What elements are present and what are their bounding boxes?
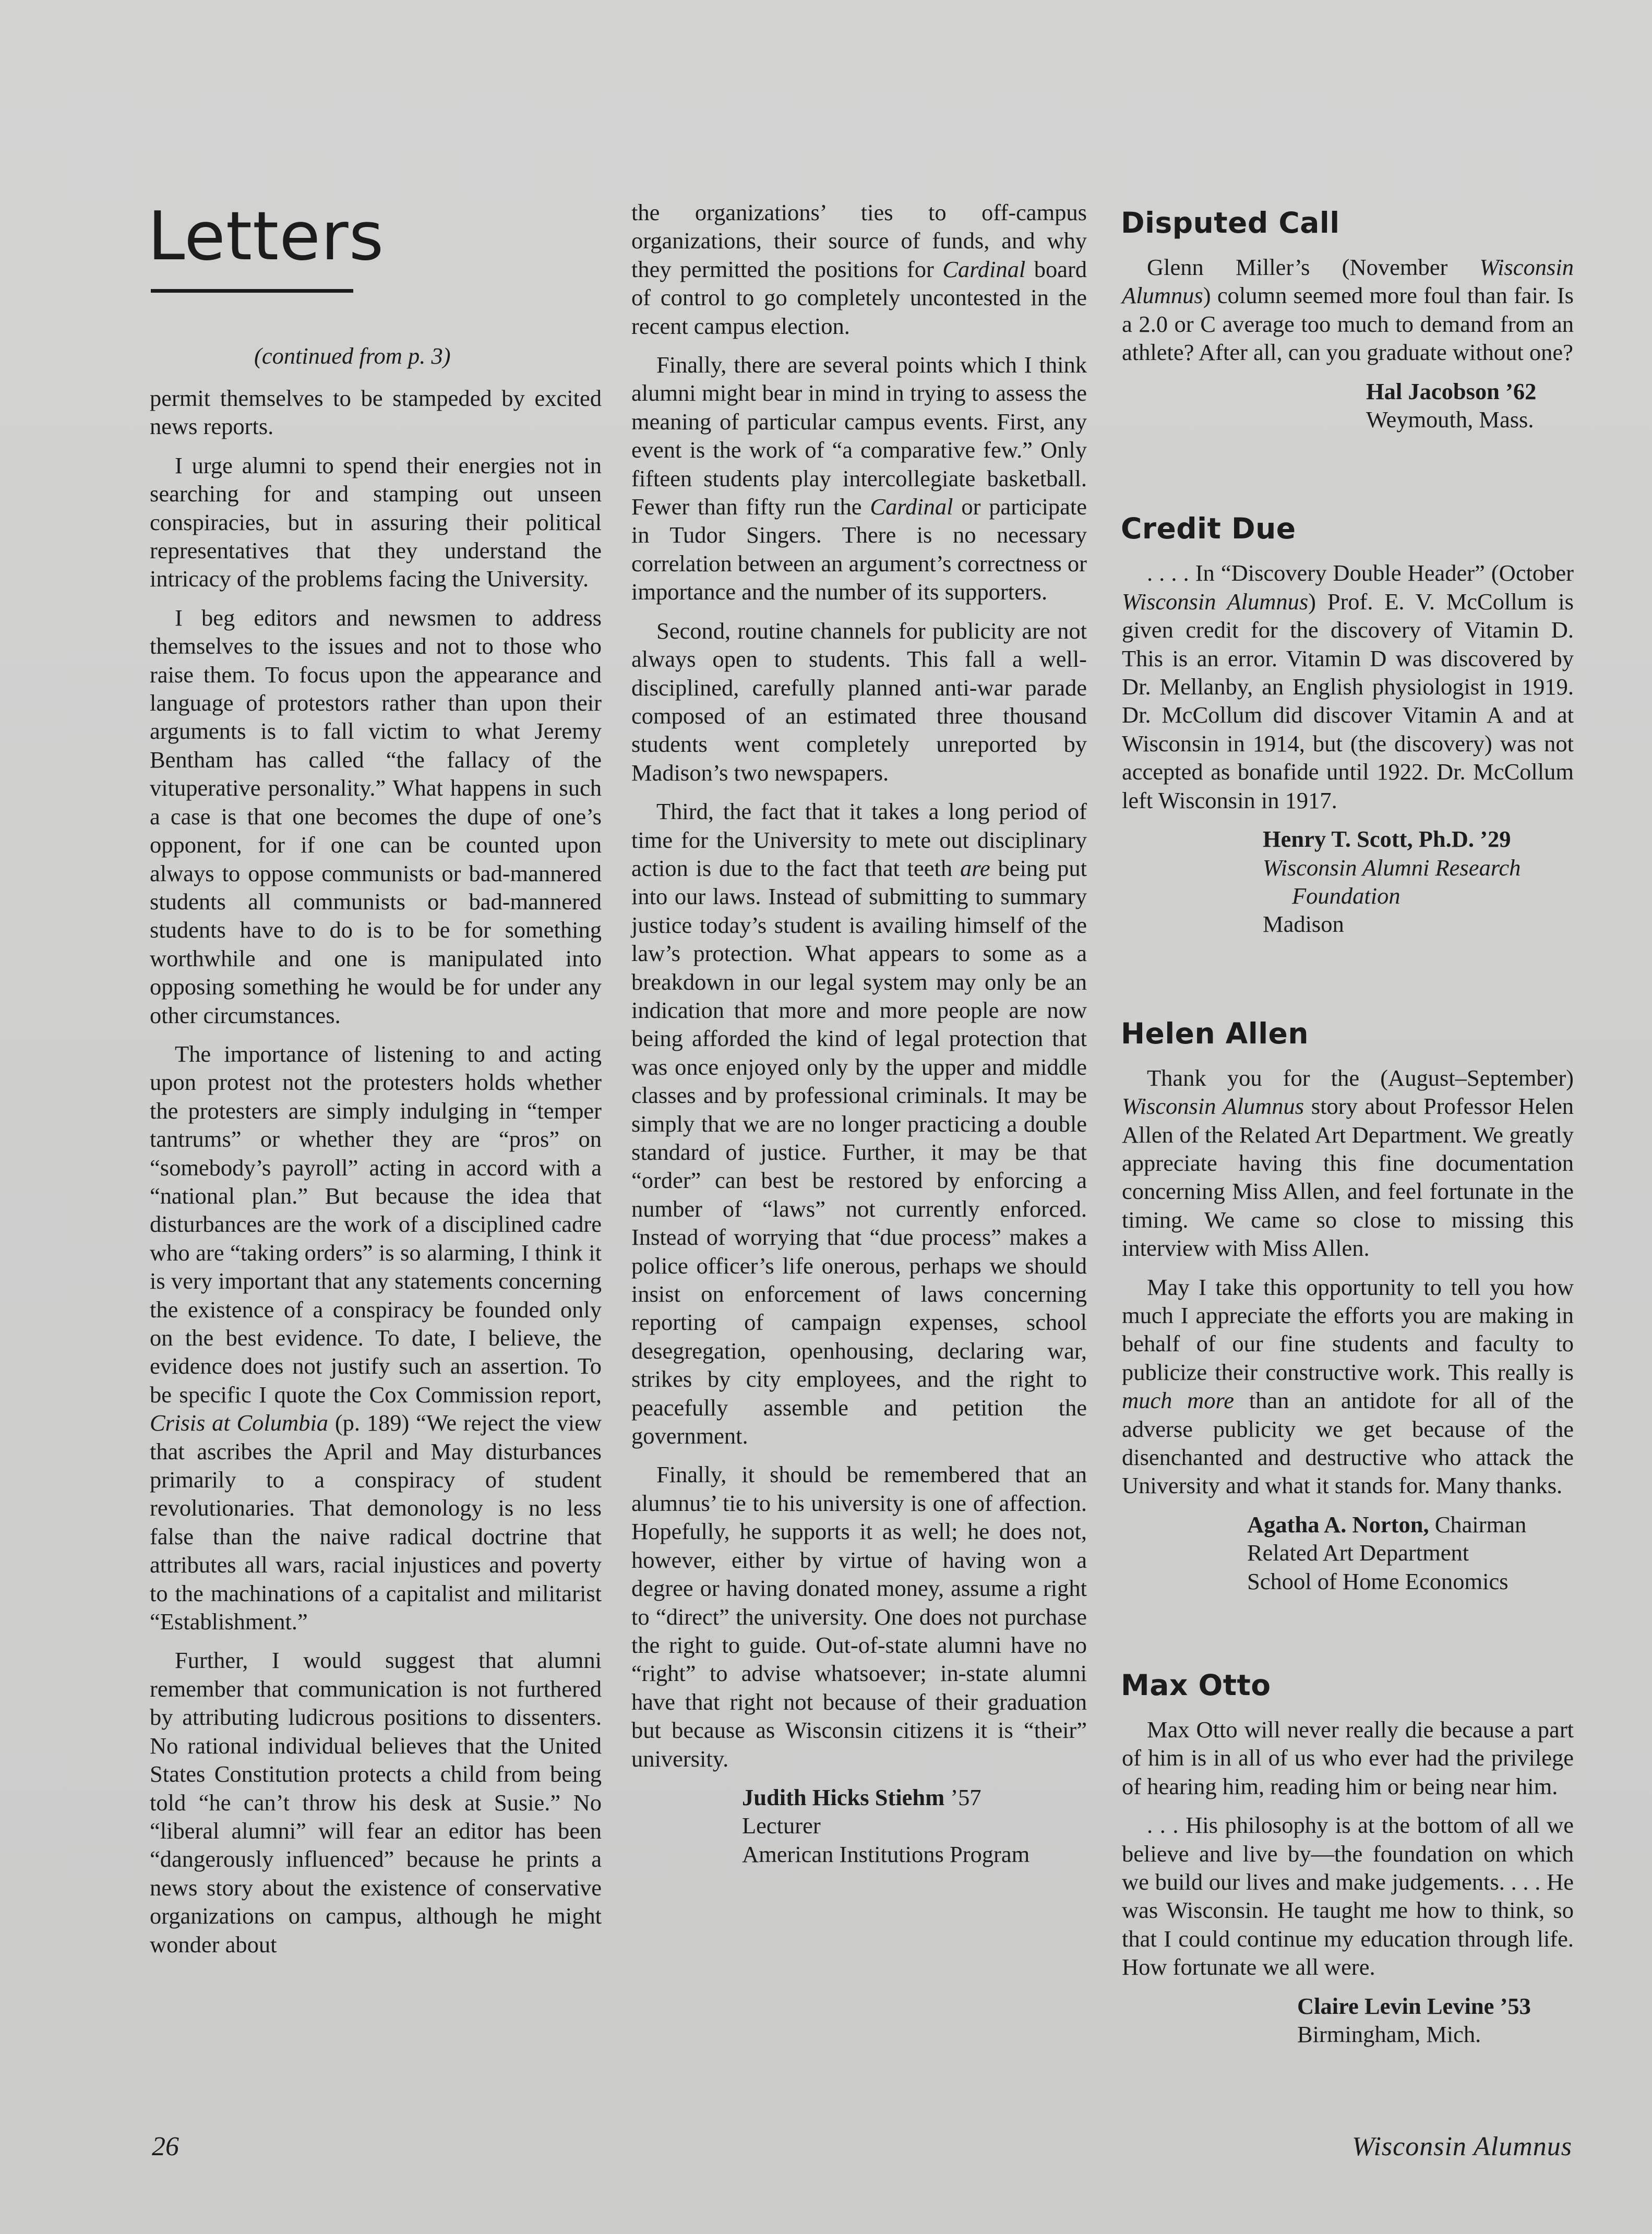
paragraph: I urge alumni to spend their energies not in searching for and stamping out unseen conspiracies, but in assuring their political representatives that they understand the intricacy of the problems facing the University. — [150, 452, 602, 592]
signature-block — [631, 1783, 1087, 1868]
text-run: (p. 189) “We reject the view that ascribes the April and May disturbances primarily to a conspiracy of student revolutionaries. That demonology is no less false than the naive radical doctrine that attributes all wars, racial injustices and poverty to the machinations of a capitalist and militarist “Establishment.” — [150, 1410, 602, 1635]
text-run: story about Professor Helen Allen of the Related Art Department. We greatly appreciate having this fine documentation concerning Miss Allen, and feel fortunate in the timing. We came so close to missing this interview with Miss Allen. — [1122, 1093, 1574, 1262]
text-run: . . . . In “Discovery Double Header” (October — [1147, 560, 1574, 586]
paragraph: Finally, it should be remembered that an alumnus’ tie to his university is one of affection. Hopefully, he supports it as well; he does not, however, either by virtue of having won a degree or having donated money, assume a right to “direct” the university. One does not purchase the right to guide. Out-of-state alumni have no “right” to advise whatsoever; in-state alumni have that right not because of their graduation but because as Wisconsin citizens it is “their” university. — [631, 1461, 1087, 1772]
text-run: ) Prof. E. V. McCollum is given credit for the discovery of Vitamin D. This is an error. Vitamin D was discovered by Dr. Mellanby, an English physiologist in 1919. Dr. McCollum did discover Vitamin A and at Wisconsin in 1914, but (the discovery) was not accepted as bonafide until 1922. Dr. McCollum left Wisconsin in 1917. — [1122, 588, 1574, 813]
text-run: The importance of listening to and acting upon protest not the protesters holds whether the protesters are simply indulging in “temper tantrums” or whether they are “pros” on “somebody’s payroll” acting in accord with a “national plan.” But because the idea that disturbances are the work of a disciplined cadre who are “taking orders” is so alarming, I think it is very important that any statements concerning the existence of a conspiracy be founded only on the best evidence. To date, I believe, the evidence does not justify such an assertion. To be specific I quote the Cox Commission report, — [150, 1040, 602, 1408]
title-underline — [151, 289, 353, 293]
paragraph: permit themselves to be stampeded by excited news reports. — [150, 385, 602, 440]
page-title: Letters — [148, 198, 385, 275]
signature-location: Madison — [1263, 911, 1344, 938]
signature-location: Birmingham, Mich. — [1297, 2021, 1481, 2048]
emphasis: are — [960, 855, 990, 881]
text-run: Third, the fact that it takes a long period of time for the University to mete out disciplinary action is due to the fact that teeth — [631, 798, 1087, 881]
signature-affiliation: American Institutions Program — [742, 1841, 1030, 1867]
signature-block — [1122, 825, 1574, 939]
signature-title: Lecturer — [742, 1812, 821, 1839]
book-title: Crisis at Columbia — [150, 1410, 329, 1436]
text-run: Finally, there are several points which I think alumni might bear in mind in trying to assess the meaning of particular campus events. First, any event is the work of “a comparative few.” Only fifteen students play intercollegiate basketball. Fewer than fifty run the — [631, 352, 1087, 520]
text-run: board of control to go completely uncontested in the recent campus election. — [631, 256, 1087, 339]
column-3 — [1122, 206, 1574, 2049]
paragraph: Max Otto will never really die because a part of him is in all of us who ever had the privilege of hearing him, reading him or being near him. — [1122, 1716, 1574, 1799]
paragraph — [631, 351, 1087, 606]
publication-footer: Wisconsin Alumnus — [1352, 2132, 1572, 2161]
text-run: Glenn Miller’s (November — [1147, 254, 1448, 280]
text-run: or participate in Tudor Singers. There is no necessary correlation between an argument’s correctness or importance and the number of its supporters. — [631, 494, 1087, 605]
text-run: the organizations’ ties to off-campus organizations, their source of funds, and why they permitted the positions for — [631, 199, 1087, 282]
text-run: than an antidote for all of the adverse publicity we get because of the disenchanted and destructive who attack the University and what it stands for. Many thanks. — [1122, 1387, 1574, 1499]
section-spacer — [1122, 939, 1574, 1017]
paragraph — [150, 1040, 602, 1636]
signature-block — [1122, 1992, 1574, 2049]
signature-name: Judith Hicks Stiehm — [742, 1784, 945, 1810]
signature-affiliation: Foundation — [1292, 882, 1400, 909]
paragraph: Second, routine channels for publicity are not always open to students. This fall a well-disciplined, carefully planned anti-war parade composed of an estimated three thousand students went completely unreported by Madison’s two newspapers. — [631, 617, 1087, 786]
section-spacer — [1122, 434, 1574, 512]
signature-affiliation: Wisconsin Alumni Research — [1263, 854, 1521, 881]
signature-affiliation: Related Art Department — [1247, 1540, 1469, 1566]
paragraph — [1122, 1273, 1574, 1500]
paragraph — [1122, 559, 1574, 814]
signature-name: Hal Jacobson ’62 — [1366, 378, 1537, 404]
paragraph — [1122, 1064, 1574, 1263]
text-run: Thank you for the (August–September) — [1147, 1064, 1574, 1091]
paragraph: I beg editors and newsmen to address themselves to the issues and not to those who raise them. To focus upon the appearance and language of protestors rather than upon their arguments is to fall victim to what Jeremy Bentham has called “the fallacy of the vituperative personality.” What happens in such a case is that one becomes the dupe of one’s opponent, for if one can be counted upon always to oppose communists or bad-mannered students all communists or bad-mannered students have to do is to be for something worthwhile and one is manipulated into opposing something he would be for under any other circumstances. — [150, 604, 602, 1028]
paragraph — [631, 797, 1087, 1450]
signature-year: ’57 — [950, 1784, 981, 1810]
paragraph: Further, I would suggest that alumni remember that communication is not furthered by attributing ludicrous positions to dissenters. No rational individual believes that the United States Constitution protects a child from being told “he can’t throw his desk at Susie.” No “liberal alumni” will fear an editor has been “dangerously influenced” because he prints a news story about the existence of conservative organizations on campus, although he might wonder about — [150, 1647, 602, 1957]
text-run: May I take this opportunity to tell you how much I appreciate the efforts you are making in behalf of our fine students and faculty to publicize their constructive work. This really is — [1122, 1274, 1574, 1385]
signature-name: Henry T. Scott, Ph.D. ’29 — [1263, 826, 1511, 852]
publication-name: Wisconsin Alumnus — [1122, 588, 1309, 615]
column-2 — [631, 198, 1087, 1868]
section-heading-credit-due: Credit Due — [1121, 512, 1296, 546]
continued-note: (continued from p. 3) — [254, 343, 451, 369]
publication-name: Wisconsin Alumnus — [1122, 1093, 1304, 1120]
page-number: 26 — [152, 2132, 179, 2161]
text-run: being put into our laws. Instead of submitting to summary justice today’s student is availing himself of the law’s protection. What appears to some as a breakdown in our legal system may only be an indication that more and more people are now being afforded the kind of legal protection that was once enjoyed only by the upper and middle classes and by professional criminals. It may be simply that we are no longer practicing a double standard of justice. Further, it may be that “order” can best be restored by enforcing a number of “laws” not currently enforced. Instead of worrying that “due process” makes a police officer’s life onerous, perhaps we should insist on enforcement of laws concerning reporting of campaign expenses, school desegregation, openhousing, declaring war, strikes by city employees, and the right to peacefully assemble and petition the government. — [631, 855, 1087, 1449]
section-heading-disputed-call: Disputed Call — [1121, 206, 1340, 239]
section-heading-helen-allen: Helen Allen — [1121, 1016, 1309, 1050]
emphasis: much more — [1122, 1387, 1234, 1414]
publication-name: Cardinal — [870, 494, 953, 520]
section-heading-max-otto: Max Otto — [1121, 1668, 1271, 1702]
signature-name: Agatha A. Norton, — [1247, 1511, 1429, 1538]
publication-name: Cardinal — [942, 256, 1026, 282]
paragraph — [1122, 253, 1574, 367]
paragraph: . . . His philosophy is at the bottom of all we believe and live by—the foundation on which we build our lives and make judgements. . . . He was Wisconsin. He taught me how to think, so that I could continue my education through life. How fortunate we all were. — [1122, 1812, 1574, 1980]
signature-block — [1122, 377, 1574, 434]
text-run: ) column seemed more foul than fair. Is a 2.0 or C average too much to demand from an athlete? After all, can you graduate without one? — [1122, 282, 1574, 366]
column-1 — [150, 384, 602, 1959]
signature-title: Chairman — [1434, 1511, 1527, 1538]
signature-affiliation: School of Home Economics — [1247, 1568, 1509, 1594]
signature-name: Claire Levin Levine ’53 — [1297, 1992, 1531, 2019]
signature-location: Weymouth, Mass. — [1366, 406, 1534, 433]
publication-name: Wisconsin Alumnus — [1122, 254, 1574, 309]
section-spacer — [1122, 1595, 1574, 1668]
signature-block — [1122, 1510, 1574, 1595]
paragraph — [631, 198, 1087, 340]
